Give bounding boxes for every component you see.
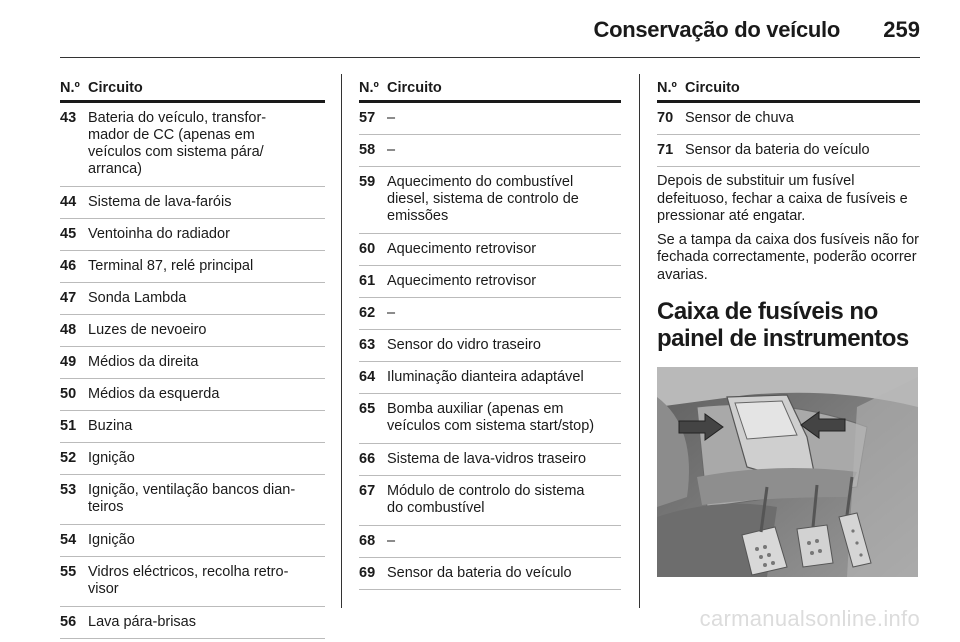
circuit-description: Ventoinha do radiador xyxy=(88,226,230,242)
circuit-description: Médios da direita xyxy=(88,354,199,370)
paragraph: Depois de substituir um fusível defeituoso, fechar a caixa de fusíveis e pressionar até engatar. xyxy=(657,173,908,224)
table-row xyxy=(657,135,920,167)
circuit-description: Bomba auxiliar (apenas em veículos com sistema start/stop) xyxy=(387,401,595,434)
fuse-table-column-1 xyxy=(60,80,325,639)
circuit-description: Sensor do vidro traseiro xyxy=(387,337,541,353)
circuit-description: Médios da esquerda xyxy=(88,386,220,402)
circuit-description: Vidros eléctricos, recolha retro- visor xyxy=(88,564,289,597)
instructions-text xyxy=(657,173,923,352)
table-header xyxy=(359,80,621,103)
circuit-description: Ignição, ventilação bancos dian- teiros xyxy=(88,482,296,515)
fuse-number: 50 xyxy=(60,386,77,402)
circuit-description: Buzina xyxy=(88,418,133,434)
paragraph: Se a tampa da caixa dos fusíveis não for fechada correctamente, poderão ocorrer avarias. xyxy=(657,231,919,283)
fuse-number: 61 xyxy=(359,273,376,289)
header-number: N.º xyxy=(359,80,379,96)
table-row xyxy=(657,103,920,135)
table-row xyxy=(60,347,325,379)
table-row xyxy=(359,558,621,590)
fuse-number: 60 xyxy=(359,241,376,257)
table-row xyxy=(60,607,325,639)
circuit-description: Aquecimento retrovisor xyxy=(387,273,537,289)
fuse-number: 56 xyxy=(60,614,77,630)
table-header xyxy=(60,80,325,103)
fuse-number: 64 xyxy=(359,369,376,385)
fuse-table-column-2 xyxy=(359,80,621,590)
circuit-description: Iluminação dianteira adaptável xyxy=(387,369,584,385)
circuit-description: Sonda Lambda xyxy=(88,290,187,306)
fuse-number: 59 xyxy=(359,174,376,190)
table-row xyxy=(359,266,621,298)
header-circuit: Circuito xyxy=(88,80,143,96)
circuit-description: Aquecimento do combustível diesel, sistema de controlo de emissões xyxy=(387,174,579,224)
header-rule xyxy=(60,57,920,58)
table-row xyxy=(359,234,621,266)
table-body xyxy=(657,103,920,167)
fuse-number: 48 xyxy=(60,322,77,338)
table-body xyxy=(60,103,325,639)
circuit-description: Terminal 87, relé principal xyxy=(88,258,254,274)
table-row xyxy=(60,187,325,219)
fuse-number: 66 xyxy=(359,451,376,467)
table-row xyxy=(359,330,621,362)
fuse-number: 52 xyxy=(60,450,77,466)
circuit-description: Aquecimento retrovisor xyxy=(387,241,537,257)
table-row xyxy=(359,394,621,444)
table-row xyxy=(60,475,325,525)
table-row xyxy=(60,525,325,557)
watermark: carmanualsonline.info xyxy=(699,606,920,631)
fuse-number: 54 xyxy=(60,532,77,548)
circuit-description: Luzes de nevoeiro xyxy=(88,322,207,338)
circuit-description: – xyxy=(387,142,396,158)
fuse-number: 49 xyxy=(60,354,77,370)
fuse-number: 45 xyxy=(60,226,77,242)
table-row xyxy=(359,167,621,234)
page-number: 259 xyxy=(883,17,920,42)
table-row xyxy=(60,315,325,347)
circuit-description: Sistema de lava-vidros traseiro xyxy=(387,451,587,467)
page-title: Conservação do veículo xyxy=(593,17,840,42)
table-row xyxy=(359,526,621,558)
fuse-number: 46 xyxy=(60,258,77,274)
fuse-number: 55 xyxy=(60,564,77,580)
circuit-description: Sensor de chuva xyxy=(685,110,794,126)
circuit-description: Sensor da bateria do veículo xyxy=(387,565,572,581)
table-row xyxy=(359,103,621,135)
fuse-number: 43 xyxy=(60,110,77,126)
circuit-description: Módulo de controlo do sistema do combustível xyxy=(387,483,585,516)
table-header xyxy=(657,80,920,103)
table-body xyxy=(359,103,621,590)
table-row xyxy=(359,476,621,526)
fuse-number: 58 xyxy=(359,142,376,158)
fuse-number: 68 xyxy=(359,533,376,549)
dashboard-pedals-drawing xyxy=(657,367,918,577)
table-row xyxy=(359,298,621,330)
fuse-number: 62 xyxy=(359,305,376,321)
column-divider xyxy=(639,74,640,608)
fuse-number: 53 xyxy=(60,482,77,498)
fuse-number: 57 xyxy=(359,110,376,126)
table-row xyxy=(60,283,325,315)
circuit-description: Ignição xyxy=(88,450,135,466)
circuit-description: – xyxy=(387,110,396,126)
fuse-number: 65 xyxy=(359,401,376,417)
table-row xyxy=(60,411,325,443)
table-row xyxy=(359,135,621,167)
fuse-table-column-3 xyxy=(657,80,920,167)
fuse-number: 63 xyxy=(359,337,376,353)
header-circuit: Circuito xyxy=(387,80,442,96)
column-divider xyxy=(341,74,342,608)
table-row xyxy=(60,557,325,607)
circuit-description: Lava pára-brisas xyxy=(88,614,196,630)
section-title: Caixa de fusíveis no painel de instrumentos xyxy=(657,298,909,352)
header-number: N.º xyxy=(657,80,677,96)
table-row xyxy=(60,219,325,251)
table-row xyxy=(359,362,621,394)
table-row xyxy=(60,379,325,411)
fuse-box-illustration xyxy=(657,367,918,577)
table-row xyxy=(359,444,621,476)
table-row xyxy=(60,251,325,283)
circuit-description: Bateria do veículo, transfor- mador de CC (apenas em veículos com sistema pára/ arranca) xyxy=(88,110,267,177)
fuse-number: 44 xyxy=(60,194,77,210)
fuse-number: 69 xyxy=(359,565,376,581)
fuse-number: 67 xyxy=(359,483,376,499)
circuit-description: – xyxy=(387,305,396,321)
fuse-number: 70 xyxy=(657,110,674,126)
circuit-description: Ignição xyxy=(88,532,135,548)
circuit-description: – xyxy=(387,533,396,549)
header-number: N.º xyxy=(60,80,80,96)
clutch-pedal-icon xyxy=(797,525,833,567)
header-circuit: Circuito xyxy=(685,80,740,96)
table-row xyxy=(60,103,325,187)
fuse-number: 51 xyxy=(60,418,77,434)
circuit-description: Sensor da bateria do veículo xyxy=(685,142,870,158)
fuse-number: 47 xyxy=(60,290,77,306)
circuit-description: Sistema de lava-faróis xyxy=(88,194,232,210)
table-row xyxy=(60,443,325,475)
fuse-number: 71 xyxy=(657,142,674,158)
